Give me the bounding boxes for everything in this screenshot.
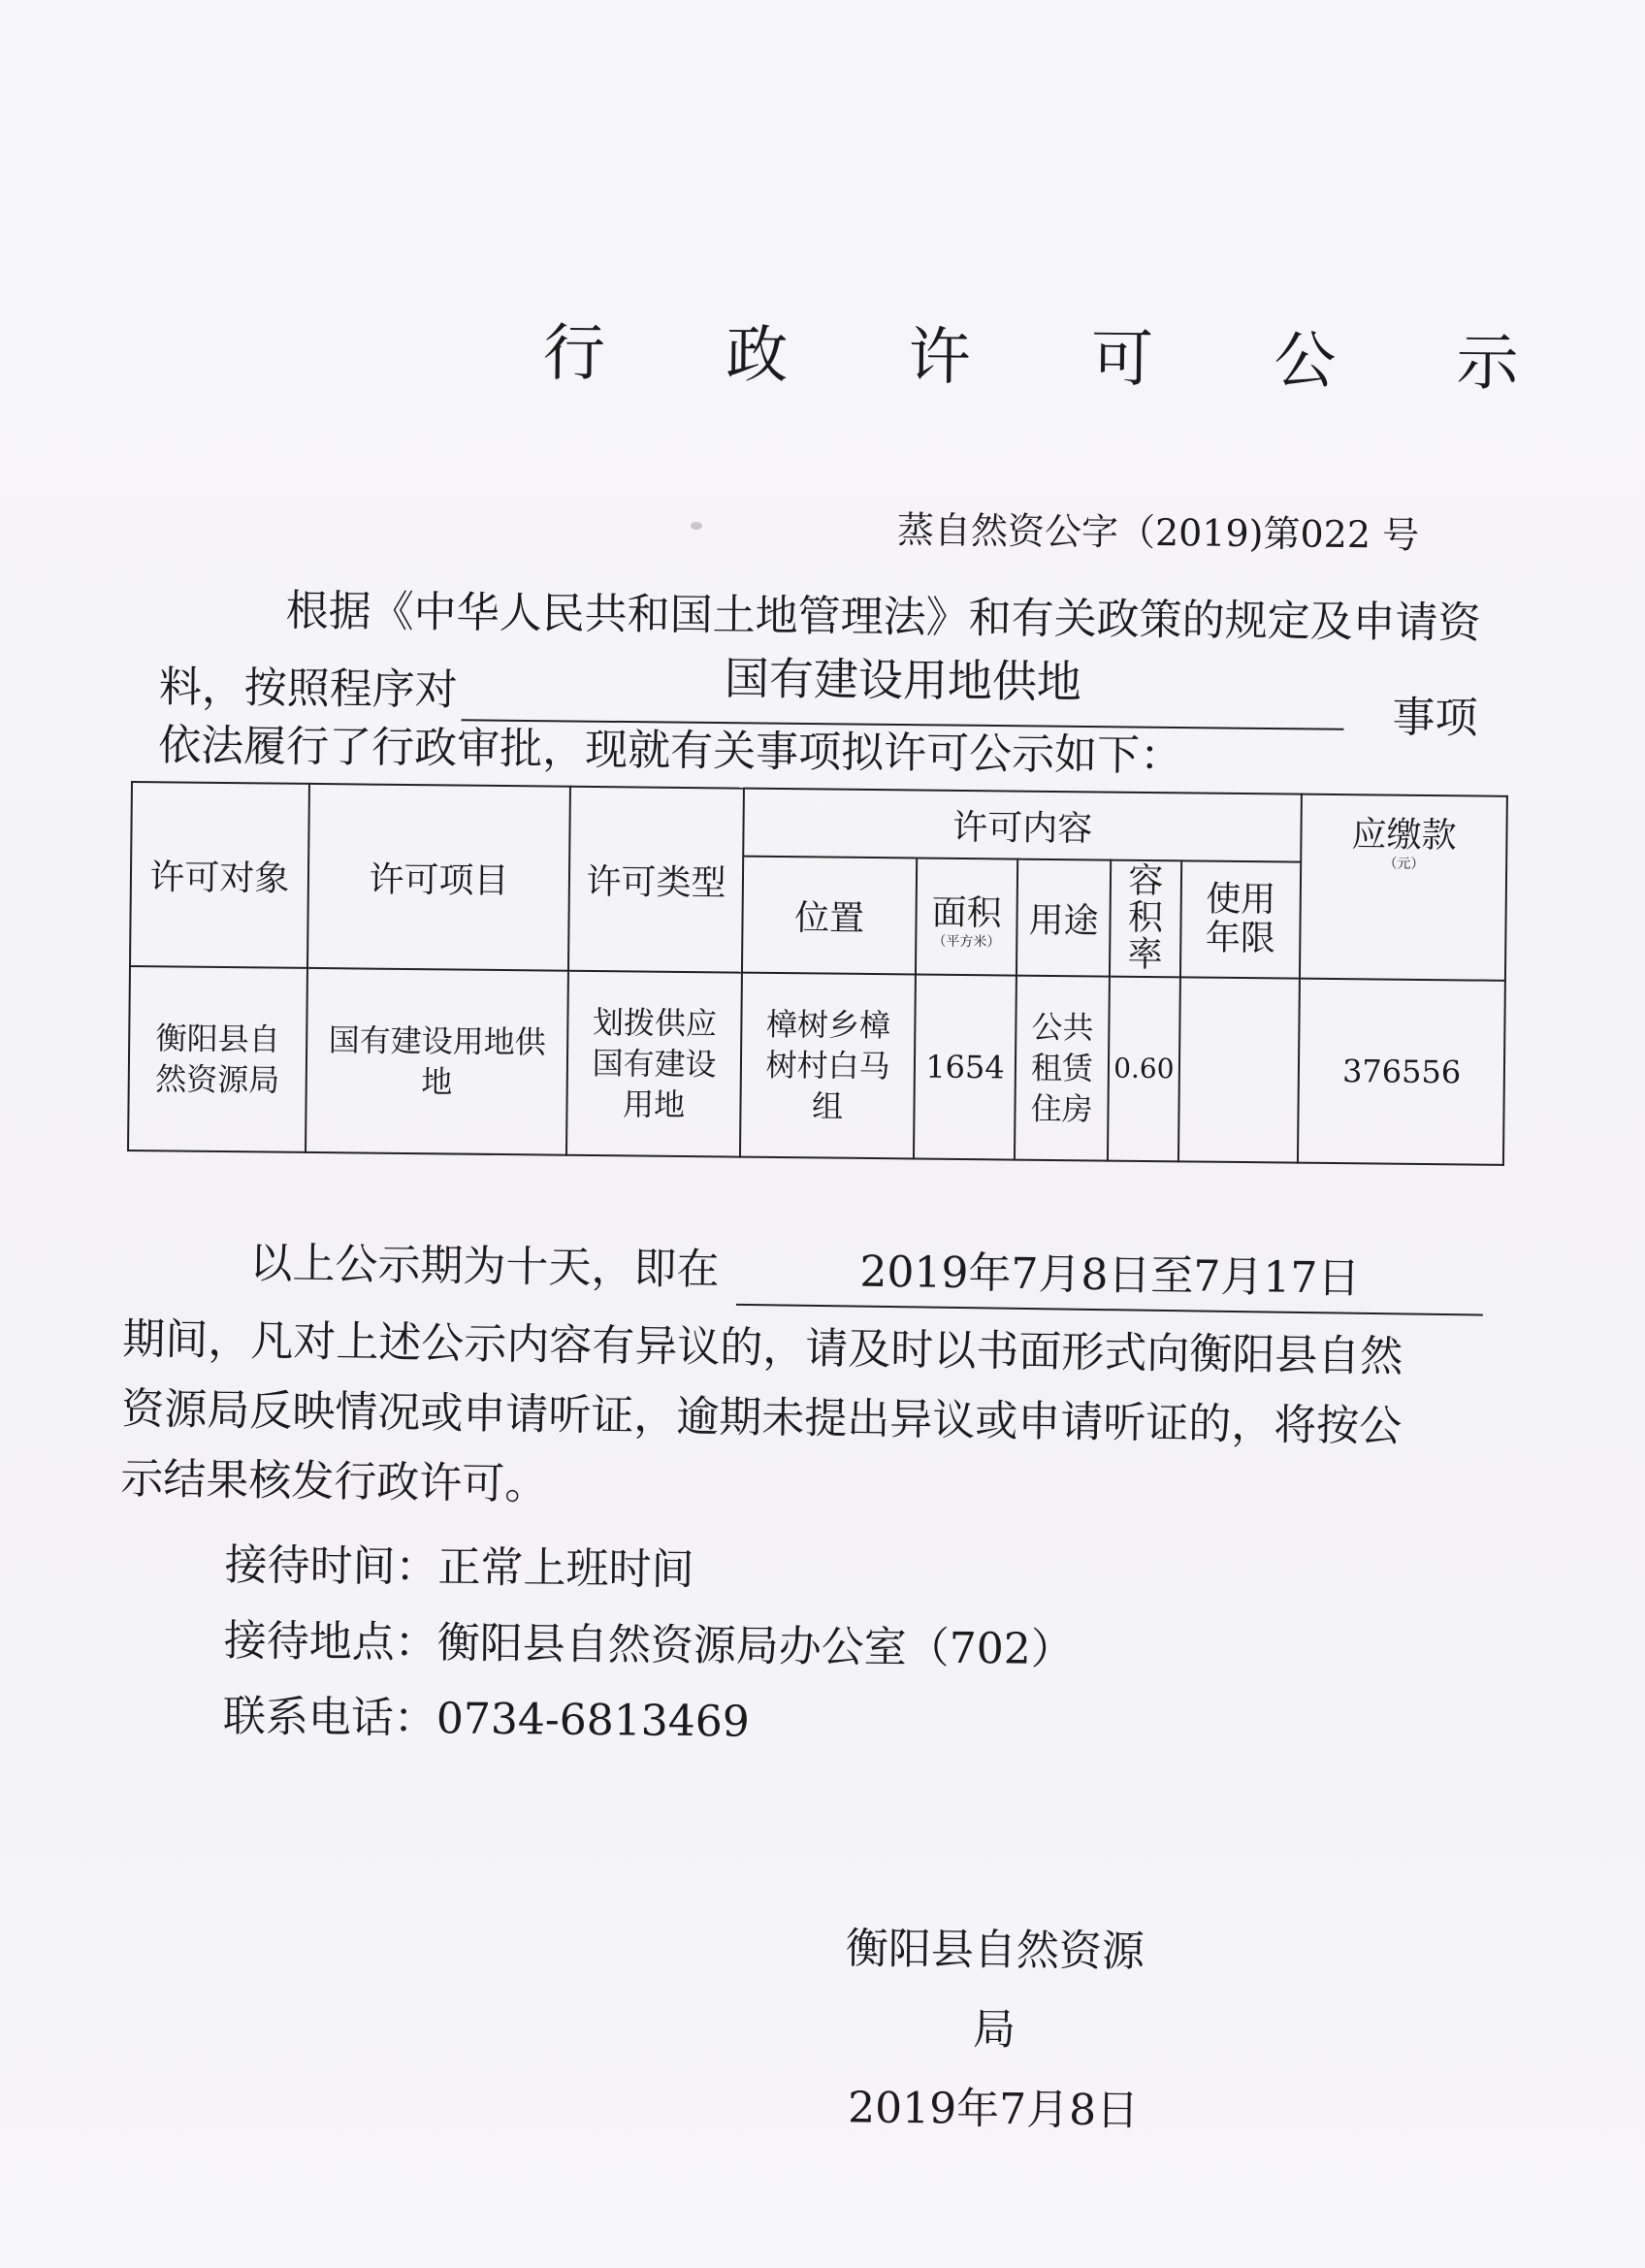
cell-use: 公共租赁住房 [1015, 976, 1110, 1161]
table-header-row-1 [131, 782, 1507, 864]
notice-line-3: 示结果核发行政许可。 [120, 1453, 548, 1510]
document-number: 蒸自然资公字（2019)第022 号 [896, 508, 1420, 557]
cell-term [1178, 977, 1301, 1162]
signature-org: 衡阳县自然资源局 [845, 1924, 1145, 2056]
contact-phone: 联系电话：0734-6813469 [222, 1691, 751, 1747]
header-use: 用途 [1016, 859, 1112, 977]
header-payment: 应缴款 [1351, 815, 1457, 857]
notice-paragraph [120, 1227, 1521, 1534]
intro-line-3: 依法履行了行政审批，现就有关事项拟许可公示如下： [157, 720, 1183, 782]
cell-area: 1654 [914, 974, 1016, 1159]
contact-place: 接待地点：衡阳县自然资源局办公室（702） [223, 1615, 1074, 1675]
cell-payment: 376556 [1298, 979, 1505, 1165]
cell-location: 樟树乡樟树村白马组 [740, 973, 916, 1159]
header-payment-unit: （元） [1383, 856, 1425, 872]
contact-block [223, 1528, 1075, 1764]
header-area-unit: （平方米） [932, 933, 1001, 950]
matter-value: 国有建设用地供地 [724, 652, 1082, 708]
header-content: 许可内容 [743, 789, 1302, 862]
intro-paragraph [158, 580, 1518, 791]
table-row [128, 966, 1505, 1165]
header-location: 位置 [742, 857, 917, 975]
header-type: 许可类型 [568, 787, 744, 973]
cell-item: 国有建设用地供地 [306, 968, 568, 1155]
header-area: 面积 [931, 892, 1002, 933]
permit-table [127, 781, 1508, 1166]
cell-object: 衡阳县自然资源局 [128, 966, 307, 1152]
signature-block [828, 1909, 1161, 2152]
intro-line-1: 根据《中华人民共和国土地管理法》和有关政策的规定及申请资 [285, 586, 1481, 649]
matter-suffix: 事项 [1392, 693, 1478, 744]
document-title: 行 政 许 可 公 示 [542, 317, 1570, 401]
cell-far: 0.60 [1108, 977, 1179, 1162]
signature-date: 2019年7月8日 [847, 2083, 1140, 2136]
contact-time: 接待时间：正常上班时间 [224, 1539, 694, 1596]
header-payment-cell [1300, 794, 1507, 981]
header-far: 容积率 [1110, 860, 1181, 978]
intro-line-2-prefix: 料，按照程序对 [158, 662, 459, 716]
header-object: 许可对象 [130, 782, 309, 968]
header-area-cell [916, 858, 1017, 975]
cell-type: 划拨供应国有建设用地 [566, 971, 742, 1157]
scan-speck [691, 522, 702, 530]
period-fill-line [736, 1236, 1484, 1316]
header-item: 许可项目 [307, 784, 570, 971]
notice-line-1: 期间，凡对上述公示内容有异议的，请及时以书面形式向衡阳县自然 [122, 1313, 1403, 1382]
header-term: 使用年限 [1180, 860, 1302, 978]
matter-fill-line [461, 643, 1344, 730]
period-value: 2019年7月8日至7月17日 [859, 1247, 1361, 1304]
period-prefix: 以上公示期为十天，即在 [249, 1238, 720, 1295]
notice-line-2: 资源局反映情况或申请听证，逾期未提出异议或申请听证的，将按公 [121, 1383, 1403, 1452]
